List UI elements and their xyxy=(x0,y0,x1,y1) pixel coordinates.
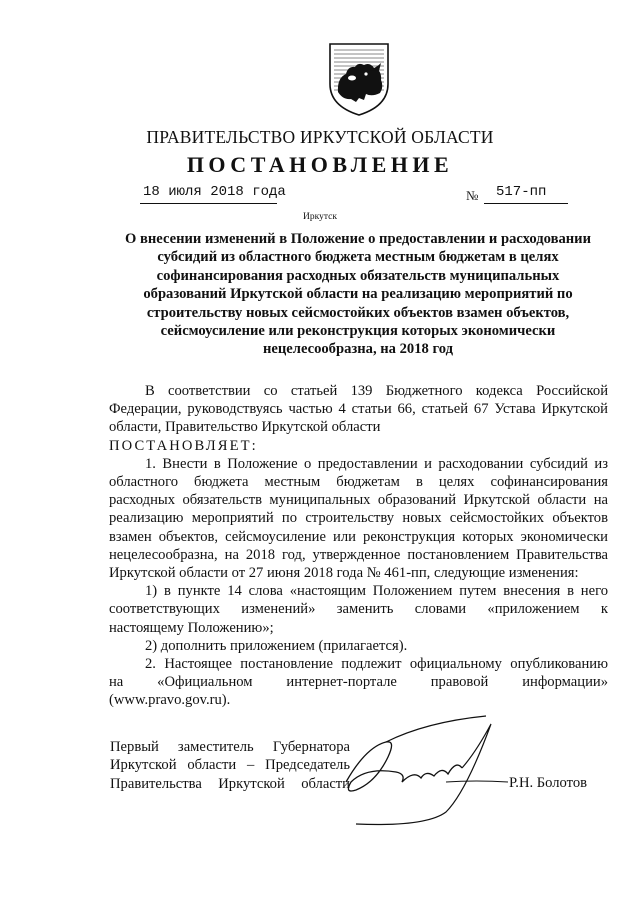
item1-line: областного бюджета местным бюджетам в целях софинансирования xyxy=(109,474,608,491)
item1-line: расходных обязательств муниципальных образований Иркутской области на xyxy=(109,492,608,509)
date-underline xyxy=(140,203,277,204)
sub2-line: 2) дополнить приложением (прилагается). xyxy=(145,637,408,654)
signatory-position xyxy=(110,738,350,793)
number-underline xyxy=(484,203,568,204)
resolves-heading: ПОСТАНОВЛЯЕТ: xyxy=(109,437,258,454)
item2-line: 2. Настоящее постановление подлежит официальному опубликованию xyxy=(145,656,608,673)
title-line: О внесении изменений в Положение о предоставлении и расходовании xyxy=(125,231,591,247)
item1-line: взамен объектов, сейсмоусиление или реконструкция которых экономически xyxy=(109,528,608,545)
preamble-line: В соответствии со статьей 139 Бюджетного кодекса Российской xyxy=(145,383,608,399)
item1-line: 1. Внести в Положение о предоставлении и расходовании субсидий из xyxy=(145,455,608,472)
document-date: 18 июля 2018 года xyxy=(143,184,286,200)
coat-of-arms-emblem xyxy=(326,40,392,118)
preamble-line: области, Правительство Иркутской области xyxy=(109,419,381,436)
sub1-line: 1) в пункте 14 слова «настоящим Положением путем внесения в него xyxy=(145,583,608,600)
preamble-line: Федерации, руководствуясь частью 4 статьи 66, статьей 67 Устава Иркутской xyxy=(109,401,608,418)
handwritten-signature xyxy=(326,712,516,832)
number-sign: № xyxy=(466,188,479,203)
position-line: Иркутской области – Председатель xyxy=(110,757,350,774)
sub1-line: соответствующих изменений» заменить словами «приложением к xyxy=(109,601,608,618)
title-line: строительству новых сейсмостойких объектов взамен объектов, xyxy=(146,304,570,321)
item1-line: Иркутской области от 27 июня 2018 года № 461-пп, следующие изменения: xyxy=(109,565,579,582)
document-type: ПОСТАНОВЛЕНИЕ xyxy=(186,152,454,177)
document-title xyxy=(110,230,606,359)
title-line: образований Иркутской области на реализацию мероприятий по xyxy=(143,286,573,303)
title-line: нецелесообразна, на 2018 год xyxy=(263,341,453,358)
government-name: ПРАВИТЕЛЬСТВО ИРКУТСКОЙ ОБЛАСТИ xyxy=(146,127,494,147)
title-line: софинансирования расходных обязательств муниципальных xyxy=(156,267,560,284)
item2-line: на «Официальном интернет-портале правовой информации» xyxy=(109,674,608,691)
item2-line: (www.pravo.gov.ru). xyxy=(109,692,231,709)
document-body xyxy=(109,382,608,710)
sub1-line: настоящему Положению»; xyxy=(109,619,274,636)
item1-line: реализацию мероприятий по строительству новых сейсмостойких объектов xyxy=(109,510,608,527)
item1-line: нецелесообразна, на 2018 год, утвержденное постановлением Правительства xyxy=(109,546,608,563)
title-line: сейсмоусиление или реконструкция которых экономически xyxy=(160,323,556,340)
city-name: Иркутск xyxy=(303,212,337,222)
position-line: Правительства Иркутской области xyxy=(110,775,350,792)
title-line: субсидий из областного бюджета местным бюджетам в целях xyxy=(157,249,559,266)
document-number: 517-пп xyxy=(496,184,547,200)
position-line: Первый заместитель Губернатора xyxy=(110,739,350,755)
signer-name: Р.Н. Болотов xyxy=(509,775,588,791)
